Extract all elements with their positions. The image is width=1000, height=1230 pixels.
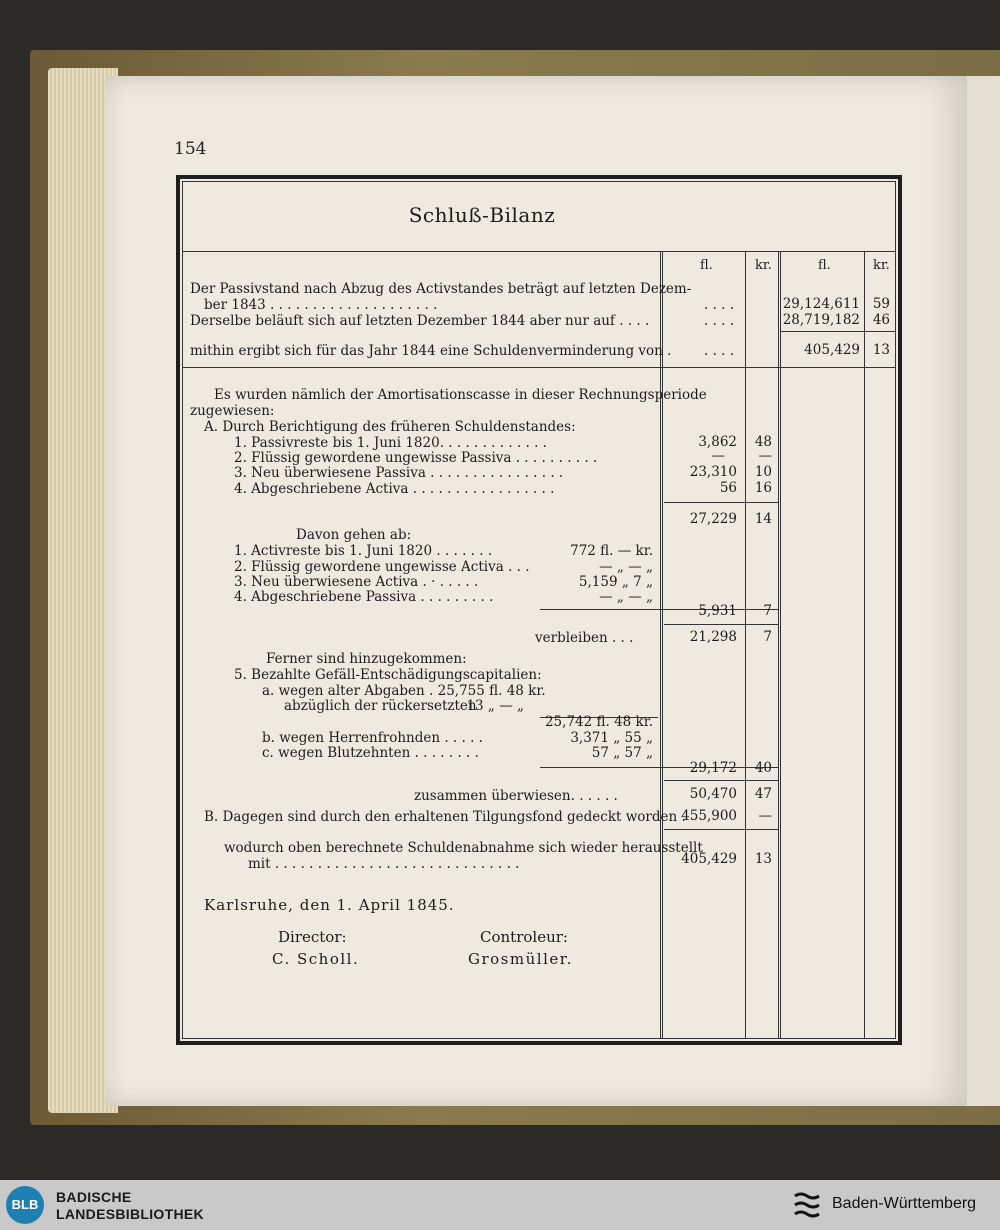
intro-text: Es wurden nämlich der Amortisationscasse in dieser Rechnungsperiode (214, 387, 707, 403)
amount-fl: 405,429 (804, 342, 860, 358)
combined-label: zusammen überwiesen. . . . . . (414, 788, 618, 804)
section-a-heading: A. Durch Berichtigung des früheren Schuldenstandes: (204, 419, 576, 435)
summary-text: Derselbe beläuft sich auf letzten Dezember 1844 aber nur auf . . . . (190, 313, 650, 329)
leader-dots: . . . . (704, 343, 735, 359)
amount-kr: 13 (872, 342, 890, 358)
sum-rule (540, 609, 778, 610)
list-item: 1. Passivreste bis 1. Juni 1820. . . . . . . . . . . . . (234, 435, 547, 451)
section-rule (182, 367, 896, 368)
final-text: mit . . . . . . . . . . . . . . . . . . . . . . . . . . . . . (248, 856, 520, 872)
page-number: 154 (174, 139, 207, 159)
list-item: abzüglich der rückersetzten (284, 698, 477, 714)
deduction-total-kr: 7 (763, 603, 772, 619)
director-title: Director: (278, 928, 347, 946)
column-header-kr: kr. (755, 258, 772, 273)
intro-text: zugewiesen: (190, 403, 275, 419)
amount-kr: — (758, 448, 772, 464)
summary-text: ber 1843 . . . . . . . . . . . . . . . . . . . . (204, 297, 438, 313)
facing-page (965, 76, 1000, 1106)
controller-name: Grosmüller. (468, 950, 574, 968)
addition-amount: 57 „ 57 „ (591, 745, 653, 761)
amount-fl: 3,862 (698, 434, 737, 450)
title-rule (182, 251, 896, 252)
sum-rule (664, 829, 778, 830)
additions-heading: Ferner sind hinzugekommen: (266, 651, 467, 667)
deduction-amount: — „ — „ (599, 589, 653, 605)
final-text: wodurch oben berechnete Schuldenabnahme sich wieder herausstellt (224, 840, 703, 856)
subtotal-kr: 14 (754, 511, 772, 527)
sum-rule (780, 331, 896, 332)
column-header-kr: kr. (873, 258, 890, 273)
column-header-fl: fl. (818, 258, 831, 273)
list-item: 3. Neu überwiesene Passiva . . . . . . . . . . . . . . . . (234, 465, 564, 481)
deduction-total-fl: 5,931 (698, 603, 737, 619)
additions-total-kr: 40 (754, 760, 772, 776)
column-divider (778, 252, 781, 1039)
list-item: 2. Flüssig gewordene ungewisse Passiva . . . . . . . . . . (234, 450, 598, 466)
combined-fl: 50,470 (689, 786, 737, 802)
summary-text: Der Passivstand nach Abzug des Activstandes beträgt auf letzten Dezem- (190, 281, 692, 297)
amount-kr: 48 (754, 434, 772, 450)
page-title: Schluß-Bilanz (408, 203, 556, 227)
list-item: 5. Bezahlte Gefäll-Entschädigungscapitalien: (234, 667, 542, 683)
combined-kr: 47 (754, 786, 772, 802)
amount-fl: 56 (719, 480, 737, 496)
amount-kr: 10 (754, 464, 772, 480)
summary-text: mithin ergibt sich für das Jahr 1844 eine Schuldenverminderung von . (190, 343, 672, 359)
sum-rule (664, 502, 778, 503)
column-divider (660, 252, 663, 1039)
amount-fl: 29,124,611 (782, 296, 860, 312)
list-item: 2. Flüssig gewordene ungewisse Activa . . . (234, 559, 530, 575)
column-divider (864, 252, 865, 1039)
sum-rule (664, 780, 778, 781)
list-item: b. wegen Herrenfrohnden . . . . . (262, 730, 483, 746)
list-item: 3. Neu überwiesene Activa . · . . . . . (234, 574, 479, 590)
amount-kr: 46 (872, 312, 890, 328)
section-b-fl: 455,900 (681, 808, 737, 824)
net-amount: 25,742 fl. 48 kr. (544, 714, 653, 730)
section-b-kr: — (758, 808, 772, 824)
controller-title: Controleur: (480, 928, 568, 946)
list-item: 4. Abgeschriebene Passiva . . . . . . . . . (234, 589, 494, 605)
leader-dots: . . . . (704, 297, 735, 313)
list-item: c. wegen Blutzehnten . . . . . . . . (262, 745, 479, 761)
final-kr: 13 (754, 851, 772, 867)
blb-logo[interactable]: BLB (6, 1186, 44, 1224)
state-name[interactable]: Baden-Württemberg (832, 1195, 977, 1212)
list-item: a. wegen alter Abgaben . 25,755 fl. 48 kr. (262, 683, 546, 699)
remaining-label: verbleiben . . . (535, 630, 634, 646)
amount-fl: 23,310 (689, 464, 737, 480)
amount-kr: 16 (754, 480, 772, 496)
remaining-kr: 7 (763, 629, 772, 645)
deduction-amount: — „ — „ (599, 559, 653, 575)
deductions-heading: Davon gehen ab: (296, 527, 412, 543)
list-item: 1. Activreste bis 1. Juni 1820 . . . . . . . (234, 543, 493, 559)
additions-total-fl: 29,172 (689, 760, 737, 776)
column-divider (745, 252, 746, 1039)
section-b-label: B. Dagegen sind durch den erhaltenen Tilgungsfond gedeckt worden . (204, 809, 686, 825)
amount-fl: 28,719,182 (782, 312, 860, 328)
baden-wuerttemberg-crest-icon (792, 1190, 822, 1220)
deduction-amount: 13 „ — „ (466, 698, 524, 714)
final-fl: 405,429 (681, 851, 737, 867)
deduction-amount: 5,159 „ 7 „ (578, 574, 653, 590)
library-name-line1: BADISCHE (56, 1189, 132, 1205)
director-name: C. Scholl. (272, 950, 360, 968)
deduction-amount: 772 fl. — kr. (570, 543, 653, 559)
footer-bar (0, 1180, 1000, 1230)
remaining-fl: 21,298 (689, 629, 737, 645)
leader-dots: . . . . (704, 313, 735, 329)
column-header-fl: fl. (700, 258, 713, 273)
addition-amount: 3,371 „ 55 „ (570, 730, 653, 746)
sum-rule (664, 624, 778, 625)
list-item: 4. Abgeschriebene Activa . . . . . . . . . . . . . . . . . (234, 481, 555, 497)
amount-fl: — (711, 448, 725, 464)
subtotal-fl: 27,229 (689, 511, 737, 527)
sum-rule (540, 767, 778, 768)
library-name-line2: LANDESBIBLIOTHEK (56, 1206, 204, 1222)
amount-kr: 59 (872, 296, 890, 312)
place-date: Karlsruhe, den 1. April 1845. (204, 896, 455, 914)
